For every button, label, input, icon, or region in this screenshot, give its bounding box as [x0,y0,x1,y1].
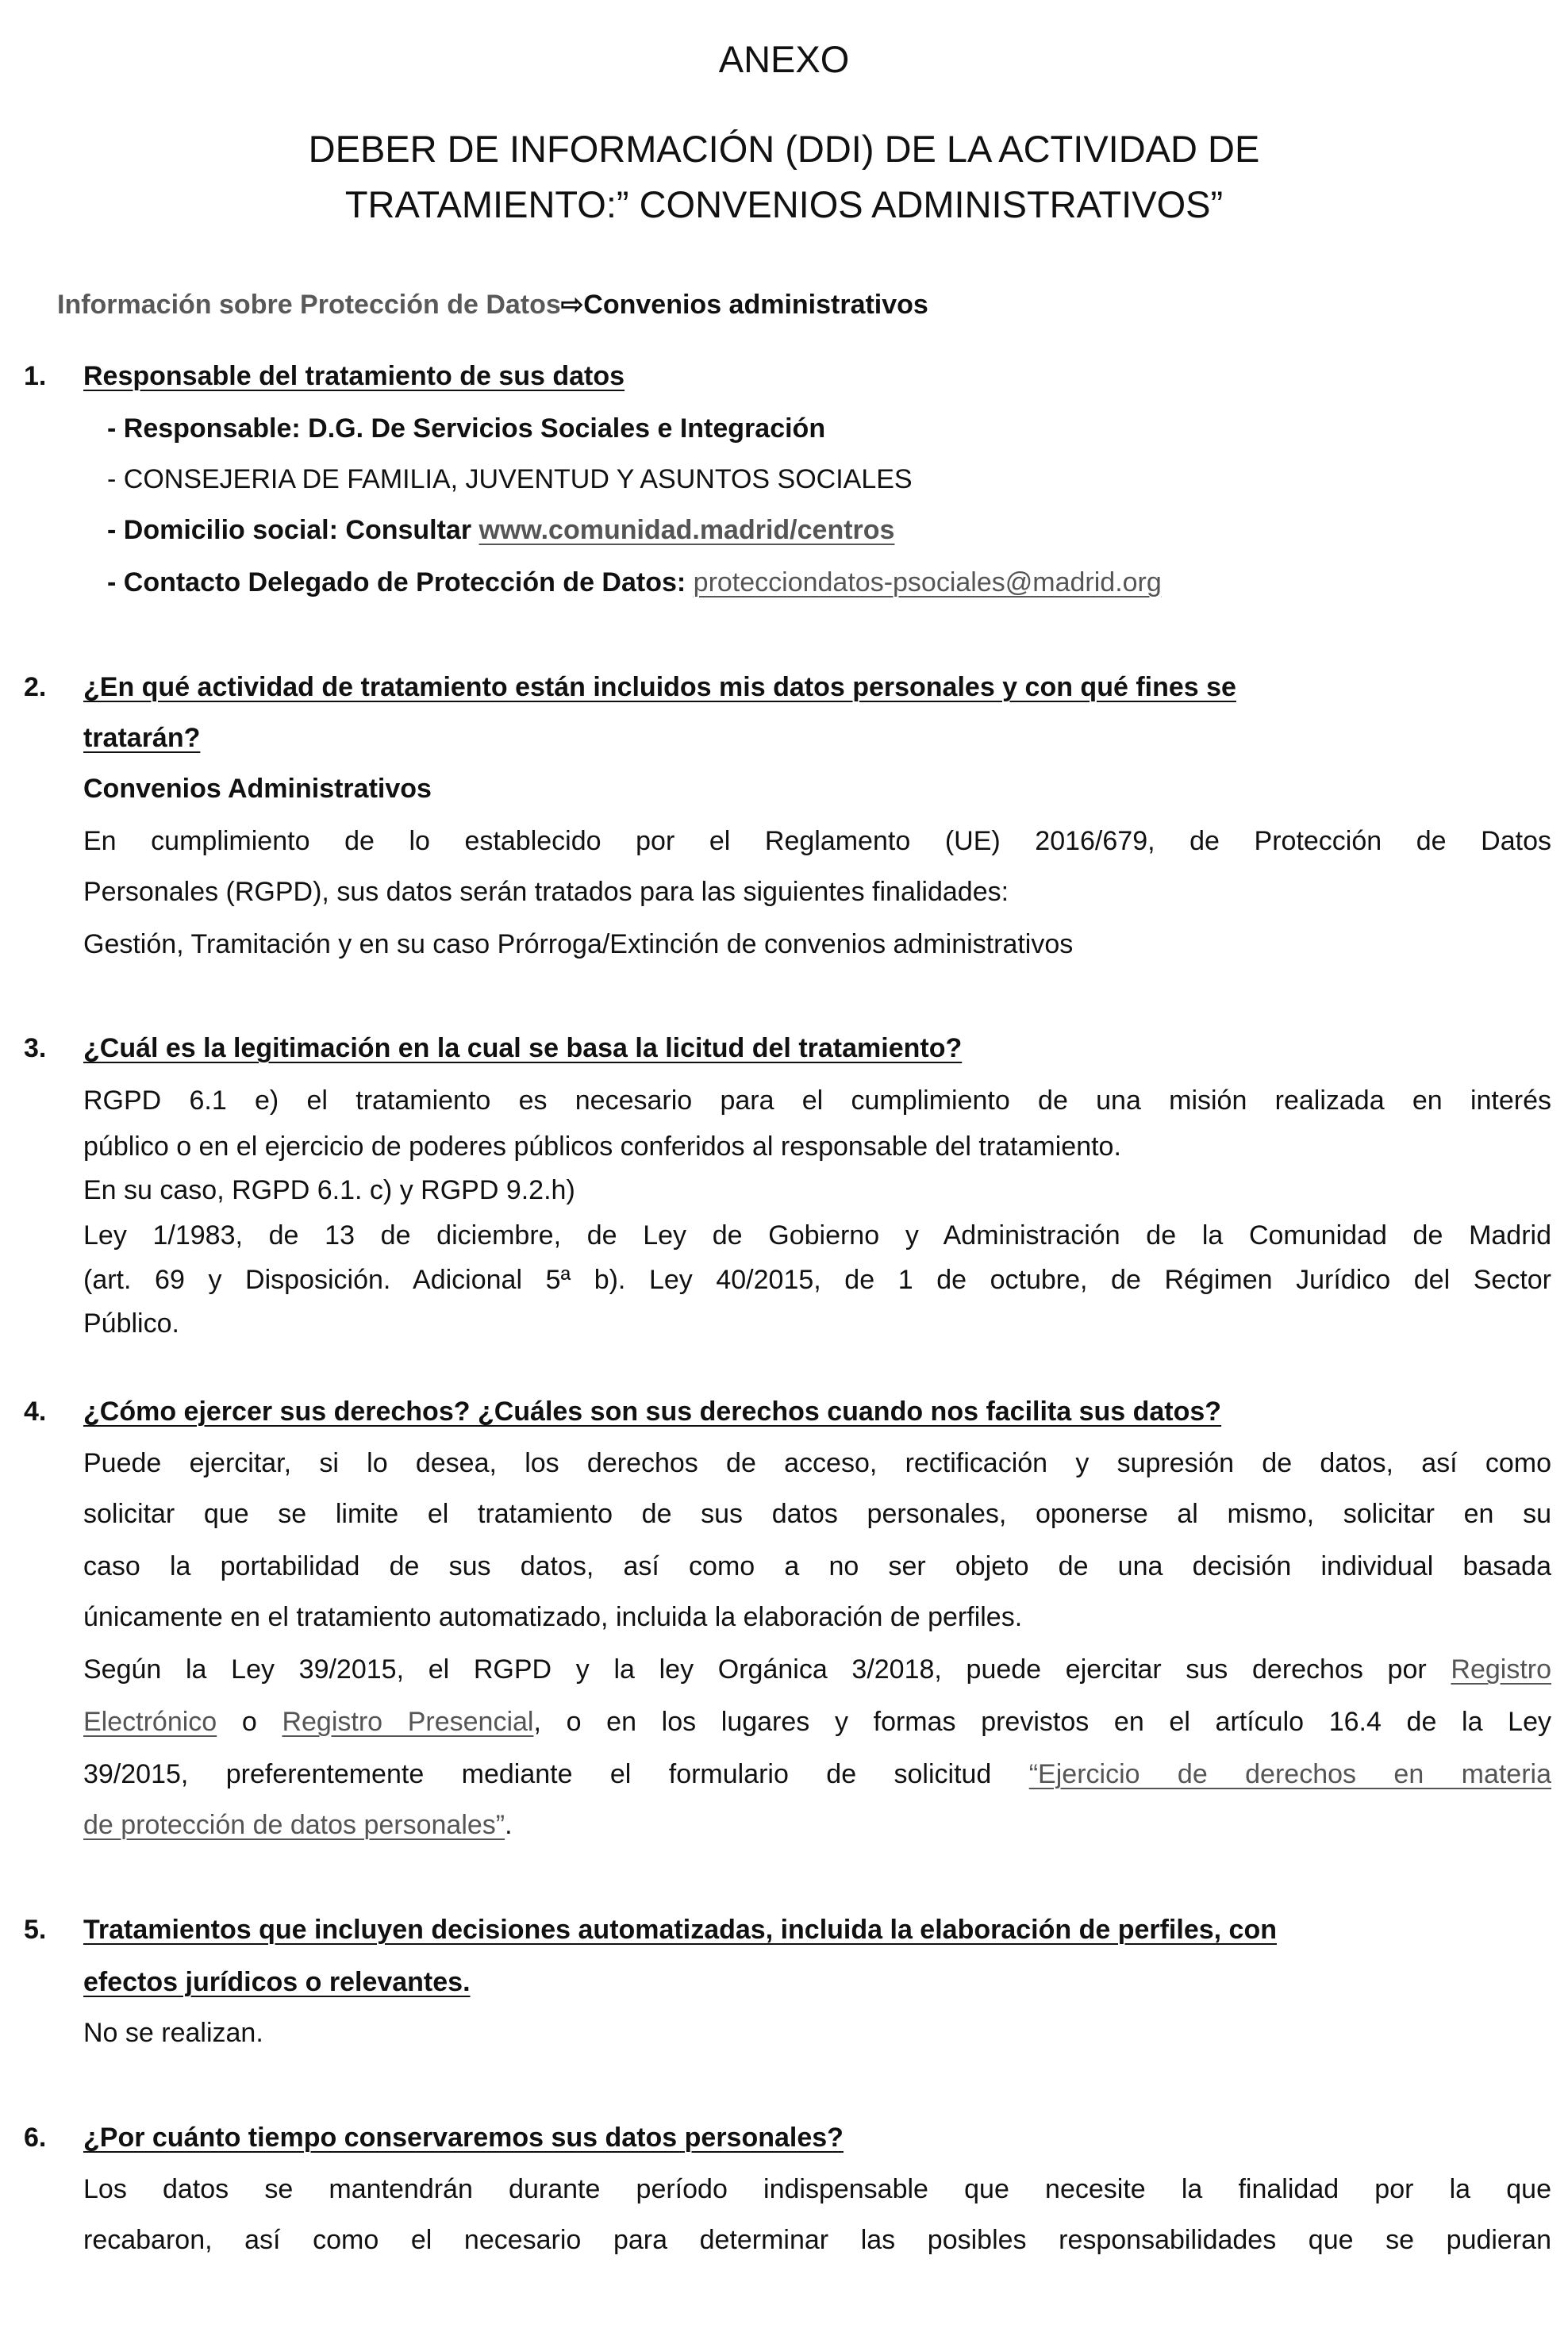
domicilio-label: - Domicilio social: Consultar [107,515,479,545]
paragraph-line: Los datos se mantendrán durante período indispensable que necesite la finalidad por la que [83,2174,1551,2204]
document-title-line2: TRATAMIENTO:” CONVENIOS ADMINISTRATIVOS” [344,183,1224,225]
heading-text: ¿Cuál es la legitimación en la cual se basa la licitud del tratamiento? [83,1033,963,1063]
consejeria-item: - CONSEJERIA DE FAMILIA, JUVENTUD Y ASUNTOS SOCIALES [107,464,913,494]
paragraph-line: RGPD 6.1 e) el tratamiento es necesario para el cumplimiento de una misión realizada en interés [83,1085,1551,1116]
paragraph-line: Puede ejercitar, si lo desea, los derechos de acceso, rectificación y supresión de datos, así como [83,1448,1551,1478]
subtitle-suffix: Convenios administrativos [583,290,928,320]
registro-electronico-link[interactable]: Electrónico [83,1707,217,1737]
paragraph-line [83,1800,1551,1850]
section-heading [83,351,1551,402]
section-number: 4. [24,1397,47,1427]
heading-text: Responsable del tratamiento de sus datos [83,361,625,391]
paragraph-line: No se realizan. [83,2018,263,2048]
paragraph-line: En cumplimiento de lo establecido por el Reglamento (UE) 2016/679, de Protección de Datos [83,826,1551,856]
annex-title: ANEXO [718,38,850,80]
paragraph-line: (art. 69 y Disposición. Adicional 5ª b). Ley 40/2015, de 1 de octubre, de Régimen Jurídico del Sector [83,1265,1551,1295]
section-heading [83,662,1551,713]
registro-presencial-link[interactable]: Registro Presencial [282,1707,534,1737]
contacto-label: - Contacto Delegado de Protección de Datos: [107,567,694,597]
paragraph-line: Personales (RGPD), sus datos serán tratados para las siguientes finalidades: [83,877,1009,907]
paragraph-line: solicitar que se limite el tratamiento de sus datos personales, oponerse al mismo, solicitar en su [83,1499,1551,1529]
paragraph-line: caso la portabilidad de sus datos, así como a no ser objeto de una decisión individual basada [83,1551,1551,1581]
text: Según la Ley 39/2015, el RGPD y la ley Orgánica 3/2018, puede ejercitar sus derechos por [83,1654,1451,1685]
subtitle-prefix: Información sobre Protección de Datos [57,290,561,320]
section-number: 2. [24,672,47,702]
formulario-link[interactable]: “Ejercicio de derechos en materia [1028,1759,1551,1789]
paragraph-line: recabaron, así como el necesario para determinar las posibles responsabilidades que se pudieran [83,2225,1551,2255]
text: , o en los lugares y formas previstos en el artículo 16.4 de la Ley [533,1707,1551,1737]
text: o [217,1707,282,1737]
text: . [505,1810,513,1840]
subtitle [57,279,1525,330]
section-heading [83,1386,1551,1437]
paragraph-line: Público. [83,1308,179,1339]
heading-text: tratarán? [83,723,201,753]
paragraph-line [83,1749,1551,1800]
heading-text: efectos jurídicos o relevantes. [83,1967,471,1997]
email-link[interactable]: protecciondatos-psociales@madrid.org [693,567,1162,597]
paragraph-line [83,1644,1551,1695]
heading-text: ¿Cómo ejercer sus derechos? ¿Cuáles son sus derechos cuando nos facilita sus datos? [83,1397,1222,1427]
registro-electronico-link[interactable]: Registro [1451,1654,1551,1685]
responsable-item: - Responsable: D.G. De Servicios Sociales e Integración [107,413,826,444]
heading-text: ¿Por cuánto tiempo conservaremos sus datos personales? [83,2123,844,2153]
text: 39/2015, preferentemente mediante el formulario de solicitud [83,1759,1029,1789]
formulario-link[interactable]: de protección de datos personales” [83,1810,505,1840]
arrow-icon: ⇨ [560,290,584,320]
heading-text: Tratamientos que incluyen decisiones automatizadas, incluida la elaboración de perfiles, con [83,1915,1277,1945]
section-number: 5. [24,1915,47,1945]
paragraph-line: En su caso, RGPD 6.1. c) y RGPD 9.2.h) [83,1175,575,1205]
section-number: 1. [24,361,47,391]
section-number: 3. [24,1033,47,1063]
heading-text: ¿En qué actividad de tratamiento están incluidos mis datos personales y con qué fines se [83,672,1236,702]
paragraph-line: Ley 1/1983, de 13 de diciembre, de Ley de Gobierno y Administración de la Comunidad de Madrid [83,1220,1551,1251]
section-heading [83,1904,1551,1955]
section-heading [83,2112,1551,2163]
subheading: Convenios Administrativos [83,774,432,804]
centros-link[interactable]: www.comunidad.madrid/centros [478,515,895,545]
section-heading [83,1023,1551,1074]
section-number: 6. [24,2123,47,2153]
paragraph-line: únicamente en el tratamiento automatizado, incluida la elaboración de perfiles. [83,1602,1023,1632]
paragraph-line [83,1696,1551,1747]
domicilio-item [107,505,1568,555]
paragraph-line: público o en el ejercicio de poderes públicos conferidos al responsable del tratamiento. [83,1132,1121,1162]
paragraph-line: Gestión, Tramitación y en su caso Prórroga/Extinción de convenios administrativos [83,929,1074,959]
contacto-item [107,557,1568,608]
document-title-line1: DEBER DE INFORMACIÓN (DDI) DE LA ACTIVIDAD DE [308,128,1260,170]
